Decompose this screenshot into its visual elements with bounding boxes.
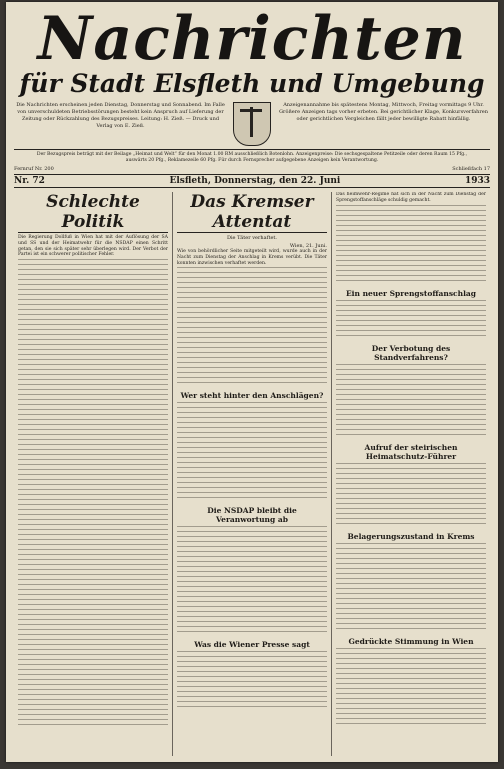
masthead-info xyxy=(14,102,490,146)
coat-of-arms-icon xyxy=(233,102,271,146)
publication-info: Die Nachrichten erscheinen jeden Dienstag, Donnerstag und Sonnabend. Im Falle von unverschuldeten Betriebsstörungen besteht kein Anspruch auf Lieferung der Zeitung oder Rückzahlung des Bezugspreises. Leitung: H. Zieß. — Druck und Verlag von E. Zieß. xyxy=(16,102,225,129)
subheading: Gedrückte Stimmung in Wien xyxy=(348,636,474,646)
article-deck: Die Täter verhaftet. xyxy=(226,235,278,241)
column-left xyxy=(14,192,173,756)
subheading: Wer steht hinter den Anschlägen? xyxy=(180,391,324,401)
article-body xyxy=(177,267,327,387)
subheading: Der Verbotung des Standverfahrens? xyxy=(371,343,451,362)
column-right xyxy=(332,192,490,756)
subheading: Was die Wiener Presse sagt xyxy=(194,640,310,650)
newspaper-subtitle: für Stadt Elsfleth und Umgebung xyxy=(19,69,485,98)
article-lead-left: Die Regierung Dollfuß in Wien hat mit der Auflösung der SA und SS und der Heimatwehr für die NSDAP einen Schritt getan, den sie sich später sehr überlegen wird. Der Verbot der Partei ist ein schwerer politischer Fehler. xyxy=(18,235,168,258)
advertising-info: Anzeigenannahme bis spätestens Montag, Mittwoch, Freitag vormittags 9 Uhr. Größere Anzeigen tags vorher erbeten. Bei gerichtlicher Klage, Konkursverfahren oder gerichtlichen Vergleichen fällt jeder bewilligte Rabatt hinfällig. xyxy=(279,102,488,122)
subheading: Aufruf der steirischen Heimatschutz-Führer xyxy=(364,442,458,461)
issue-date: Elsfleth, Donnerstag, den 22. Juni xyxy=(169,176,341,186)
subheading: Die NSDAP bleibt die Veranwortung ab xyxy=(207,506,297,525)
po-box: Schließfach 17 xyxy=(452,166,490,172)
column-middle xyxy=(173,192,332,756)
contact-row xyxy=(14,166,490,172)
divider xyxy=(14,149,490,150)
article-lead-right: Das heimwehr-Regime hat sich in der Nacht zum Dienstag der Sprengstoffanschläge schuldig gemacht. xyxy=(336,192,486,203)
article-dateline: Wien, 21. Juni. xyxy=(289,243,327,249)
article-body xyxy=(177,526,327,636)
article-body xyxy=(177,402,327,502)
article-body xyxy=(336,543,486,633)
issue-year: 1933 xyxy=(464,176,490,186)
article-body xyxy=(336,205,486,285)
article-body xyxy=(177,651,327,711)
phone-number: Fernruf Nr. 200 xyxy=(14,166,54,172)
newspaper-page xyxy=(6,2,498,762)
article-body xyxy=(18,259,168,729)
article-lead-middle: Wie von behördlicher Seite mitgeteilt wird, wurde auch in der Nacht zum Dienstag der Anschlag in Krems verübt. Die Täter konnten inzwischen verhaftet werden. xyxy=(177,249,327,266)
issue-number: Nr. 72 xyxy=(14,176,45,186)
price-notice: Der Bezugspreis beträgt mit der Beilage „Heimat und Welt“ für den Monat 1.00 RM ausschließlich Botenlohn. Anzeigenpreise: Die sechsgespaltene Petitzeile oder deren Raum 15 Pfg., auswärts 20 Pfg., Reklamezeile 60 Pfg. Für durch Fernsprecher aufgegebene Anzeigen kein Verantwortung. xyxy=(36,152,468,163)
dateline xyxy=(14,174,490,188)
article-body xyxy=(336,463,486,528)
subheading: Belagerungszustand in Krems xyxy=(347,531,475,541)
article-body xyxy=(336,364,486,439)
article-body xyxy=(336,648,486,728)
subheading: Ein neuer Sprengstoffanschlag xyxy=(345,288,477,298)
newspaper-title: Nachrichten xyxy=(37,4,467,74)
article-columns xyxy=(14,192,490,756)
article-body xyxy=(336,300,486,340)
masthead xyxy=(6,2,498,98)
headline-middle: Das Kremser Attentat xyxy=(177,192,327,233)
headline-left: Schlechte Politik xyxy=(18,192,168,233)
